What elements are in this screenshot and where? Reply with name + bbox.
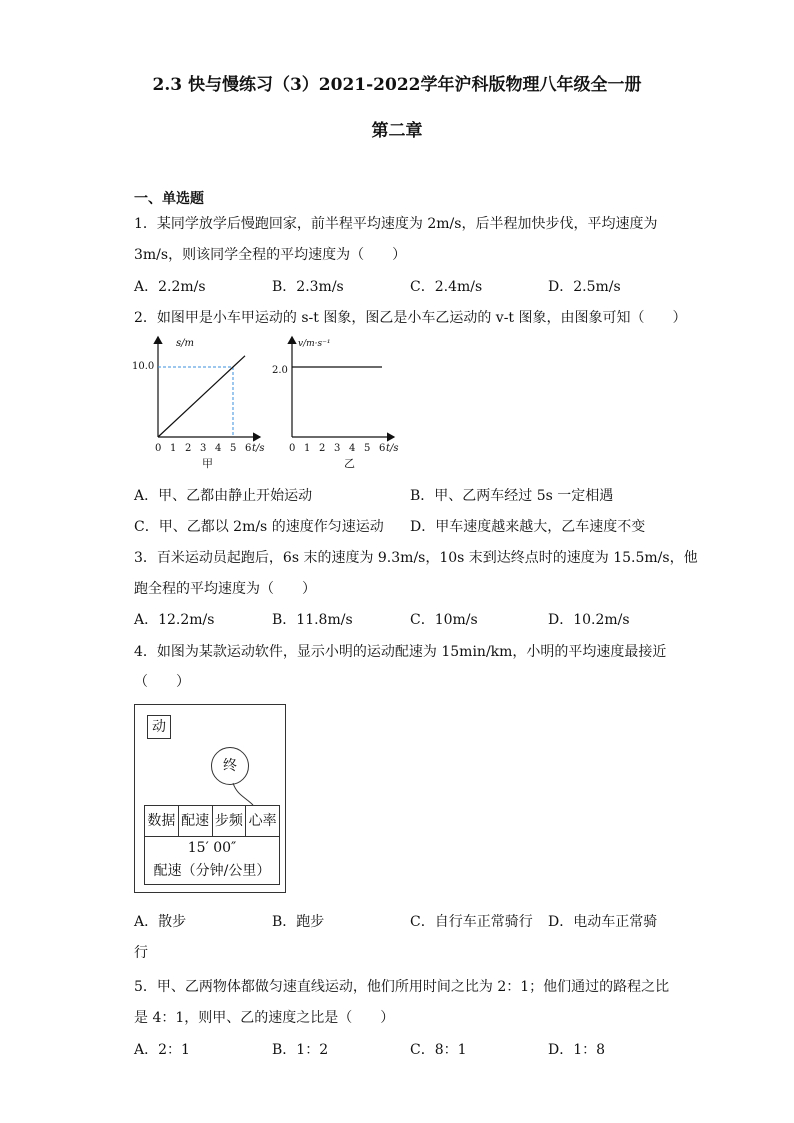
q5-option-a: A．2：1 — [134, 1042, 190, 1058]
q1-option-d: D．2.5m/s — [548, 279, 621, 295]
end-button-pointer — [231, 781, 261, 807]
q4-option-b: B．跑步 — [272, 914, 325, 930]
q2-option-b: B．甲、乙两车经过 5s 一定相遇 — [410, 488, 614, 504]
yi-xtick-4: 4 — [349, 443, 356, 454]
title-line-2: 第二章 — [371, 121, 423, 141]
tab-pace: 配速 — [179, 806, 213, 836]
yi-xtick-0: 0 — [289, 443, 296, 454]
yi-caption: 乙 — [344, 457, 355, 470]
yi-xlabel: t/s — [386, 443, 399, 454]
q3-option-c: C．10m/s — [410, 612, 478, 628]
q1-option-c: C．2.4m/s — [410, 279, 483, 295]
pace-unit: 配速（分钟/公里） — [153, 863, 271, 879]
graph-yi — [268, 333, 408, 473]
q5-option-d: D．1：8 — [548, 1042, 606, 1058]
title-line-1: 2.3 快与慢练习（3）2021-2022学年沪科版物理八年级全一册 — [152, 75, 642, 95]
jia-xtick-0: 0 — [155, 443, 162, 454]
q5-option-b: B．1：2 — [272, 1042, 329, 1058]
q1-text-line-1: 1．某同学放学后慢跑回家，前半程平均速度为 2m/s，后半程加快步伐，平均速度为 — [134, 216, 658, 232]
section-heading: 一、单选题 — [134, 191, 204, 207]
jia-xtick-2: 2 — [185, 443, 192, 454]
q5-text-line-2: 是 4：1，则甲、乙的速度之比是（ ） — [134, 1010, 395, 1026]
yi-xtick-1: 1 — [304, 443, 311, 454]
jia-xtick-1: 1 — [170, 443, 177, 454]
q4-text-line-1: 4．如图为某款运动软件，显示小明的运动配速为 15min/km，小明的平均速度最接近 — [134, 644, 667, 660]
q4-option-d-wrap: 行 — [134, 945, 148, 961]
tab-heart-rate: 心率 — [248, 813, 277, 829]
q3-text-line-2: 跑全程的平均速度为（ ） — [134, 581, 316, 597]
q4-option-c: C．自行车正常骑行 — [410, 914, 533, 930]
app-tab-row — [145, 806, 279, 837]
yi-xtick-2: 2 — [319, 443, 326, 454]
jia-xtick-6: 6 — [245, 443, 252, 454]
yi-xtick-3: 3 — [334, 443, 341, 454]
q3-option-d: D．10.2m/s — [548, 612, 630, 628]
q2-option-c: C．甲、乙都以 2m/s 的速度作匀速运动 — [134, 519, 384, 535]
tab-cadence: 步频 — [213, 806, 247, 836]
jia-xtick-3: 3 — [200, 443, 207, 454]
app-badge: 动 — [147, 715, 171, 739]
q4-option-d: D．电动车正常骑 — [548, 914, 658, 930]
q3-option-a: A．12.2m/s — [134, 612, 215, 628]
yi-xtick-6: 6 — [379, 443, 386, 454]
q4-option-a: A．散步 — [134, 914, 187, 930]
q4-text-line-2: （ ） — [134, 674, 190, 690]
q1-text-line-2: 3m/s，则该同学全程的平均速度为（ ） — [134, 247, 407, 263]
end-button: 终 — [211, 747, 249, 785]
jia-xlabel: t/s — [252, 443, 265, 454]
q1-option-b: B．2.3m/s — [272, 279, 344, 295]
q2-text-line-1: 2．如图甲是小车甲运动的 s-t 图象，图乙是小车乙运动的 v-t 图象，由图象可知（ ） — [134, 310, 687, 326]
q5-option-c: C．8：1 — [410, 1042, 467, 1058]
q2-option-d: D．甲车速度越来越大，乙车速度不变 — [410, 519, 646, 535]
jia-xtick-4: 4 — [215, 443, 222, 454]
jia-ytick: 10.0 — [132, 361, 155, 372]
graph-jia — [130, 333, 270, 473]
q3-option-b: B．11.8m/s — [272, 612, 353, 628]
jia-xtick-5: 5 — [230, 443, 237, 454]
jia-ylabel: s/m — [176, 338, 194, 349]
q5-text-line-1: 5．甲、乙两物体都做匀速直线运动，他们所用时间之比为 2：1；他们通过的路程之比 — [134, 979, 670, 995]
pace-value: 15′ 00″ — [187, 840, 237, 856]
sport-app-figure — [134, 704, 286, 893]
yi-ylabel: v/m·s⁻¹ — [298, 339, 331, 349]
yi-ytick: 2.0 — [272, 365, 288, 376]
jia-caption: 甲 — [202, 457, 213, 470]
yi-xtick-5: 5 — [364, 443, 371, 454]
tab-data: 数据 — [145, 806, 179, 836]
jia-series-line — [158, 356, 245, 437]
q1-option-a: A．2.2m/s — [134, 279, 206, 295]
q3-text-line-1: 3．百米运动员起跑后，6s 末的速度为 9.3m/s，10s 末到达终点时的速度为 15.5m/s，他 — [134, 550, 698, 566]
q2-option-a: A．甲、乙都由静止开始运动 — [134, 488, 313, 504]
app-panel — [144, 805, 280, 885]
